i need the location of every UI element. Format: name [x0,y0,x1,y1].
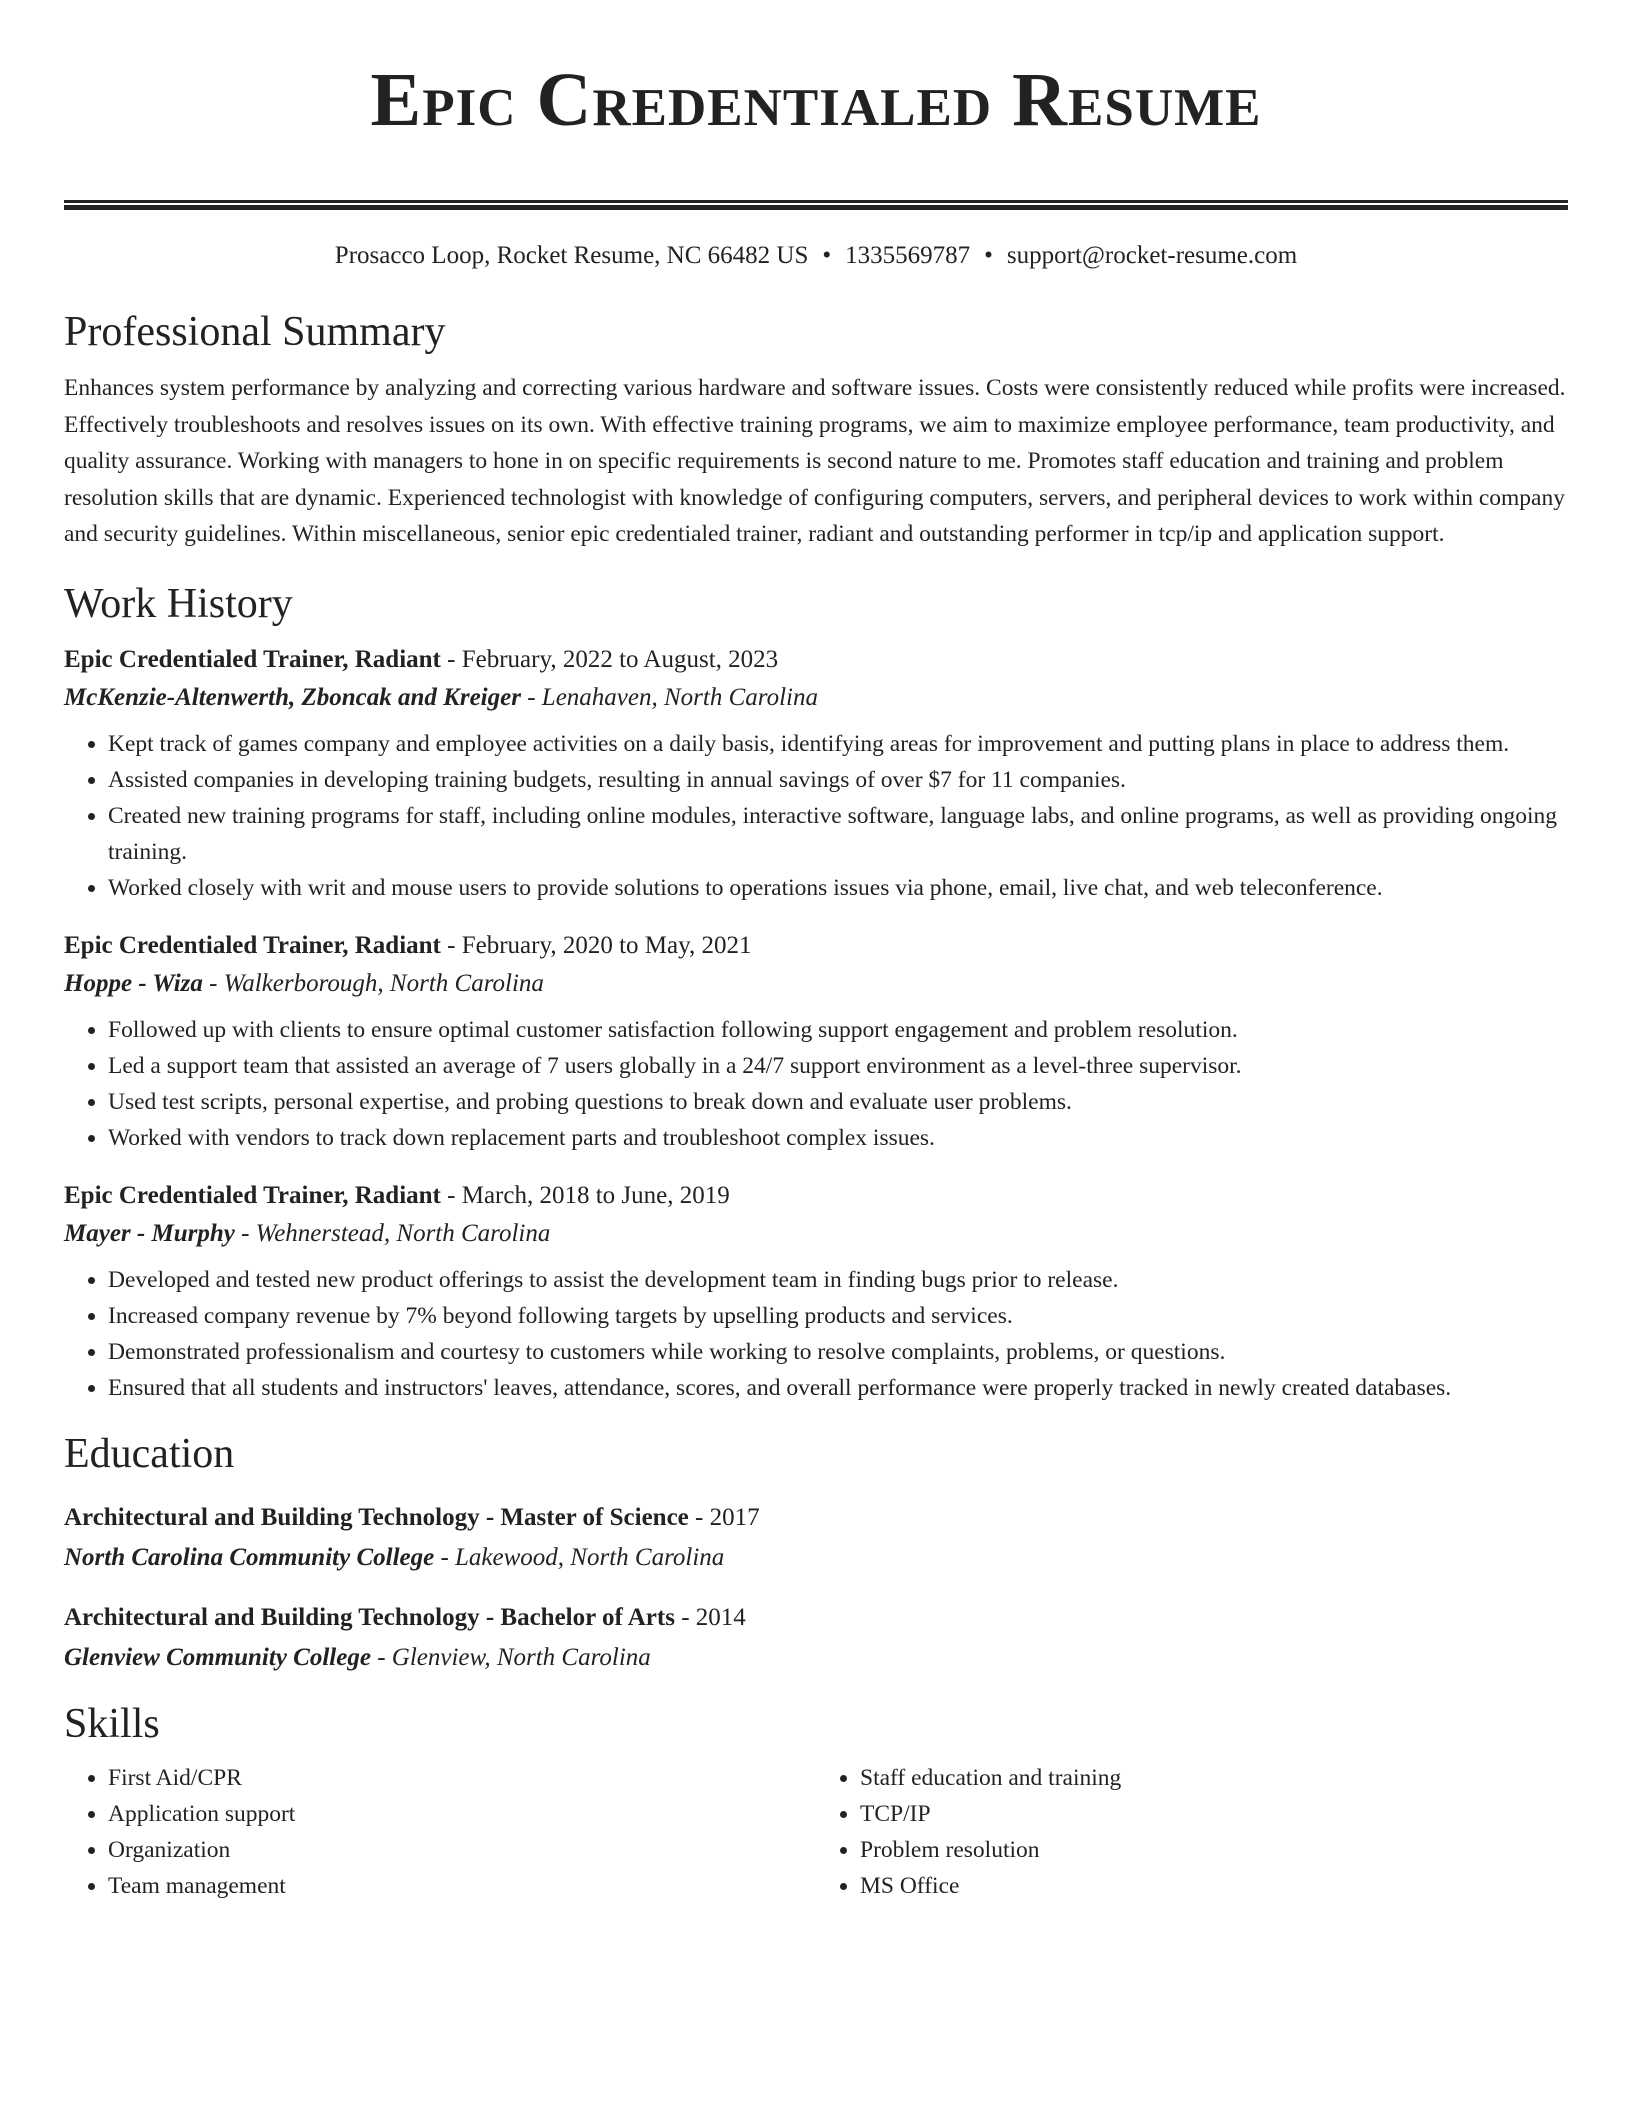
education-year: 2014 [695,1603,746,1631]
job-bullet: • Led a support team that assisted an average of 7 users globally in a 24/7 support environment as a level-three supervisor. [108,1048,1568,1084]
dash: - [440,1181,462,1209]
contact-email: support@rocket-resume.com [1006,242,1298,269]
education-location: Lakewood, North Carolina [455,1543,725,1571]
dash: - [202,969,224,997]
education-entry [64,1598,1568,1678]
job-bullet: • Followed up with clients to ensure optimal customer satisfaction following support engagement and problem resolution. [108,1012,1568,1048]
job-bullets [64,726,1568,906]
education-school-line [64,1638,1568,1678]
education-location: Glenview, North Carolina [391,1643,651,1671]
job-title: Epic Credentialed Trainer, Radiant [64,645,441,673]
job-company: Hoppe - Wiza [64,969,203,997]
job-bullet: • Created new training programs for staff, including online modules, interactive software, language labs, and online programs, as well as providing ongoing training. [108,798,1568,870]
skill-item: • TCP/IP [860,1796,1568,1832]
job-company: Mayer - Murphy [64,1219,235,1247]
job-location: Wehnerstead, North Carolina [255,1219,551,1247]
job-bullets [64,1262,1568,1406]
job-bullet: • Developed and tested new product offerings to assist the development team in finding bugs prior to release. [108,1262,1568,1298]
dash: - [674,1603,696,1631]
education-degree: Architectural and Building Technology - Master of Science [64,1503,689,1531]
dash: - [688,1503,710,1531]
education-header [64,1498,1568,1538]
skill-item: • Team management [108,1868,816,1904]
job-employer-line [64,964,1568,1004]
skills-column-right [816,1760,1568,1904]
contact-address: Prosacco Loop, Rocket Resume, NC 66482 US [334,242,809,269]
job-company: McKenzie-Altenwerth, Zboncak and Kreiger [64,683,521,711]
summary-text: Enhances system performance by analyzing and correcting various hardware and software issues. Costs were consistently reduced while profits were increased. Effectively troubleshoots and resolves issues on its own. With effective training programs, we aim to maximize employee performance, team productivity, and quality assurance. Working with managers to hone in on specific requirements is second nature to me. Promotes staff education and training and problem resolution skills that are dynamic. Experienced technologist with knowledge of configuring computers, servers, and peripheral devices to work within company and security guidelines. Within miscellaneous, senior epic credentialed trainer, radiant and outstanding performer in tcp/ip and application support. [64,375,1566,547]
education-school: Glenview Community College [64,1643,371,1671]
job-dates: February, 2022 to August, 2023 [461,645,779,673]
dash: - [370,1643,392,1671]
education-year: 2017 [709,1503,760,1531]
education-heading: Education [64,1430,235,1477]
education-school-line [64,1538,1568,1578]
skills-heading: Skills [64,1700,160,1747]
education-header [64,1598,1568,1638]
job-bullets [64,1012,1568,1156]
job-bullet: • Demonstrated professionalism and courtesy to customers while working to resolve complaints, problems, or questions. [108,1334,1568,1370]
job-dates: February, 2020 to May, 2021 [461,931,752,959]
skill-item: • Staff education and training [860,1760,1568,1796]
job-bullet: • Used test scripts, personal expertise, and probing questions to break down and evaluate user problems. [108,1084,1568,1120]
job-bullet: • Ensured that all students and instructors' leaves, attendance, scores, and overall performance were properly tracked in newly created databases. [108,1370,1568,1406]
contact-separator: • [984,242,993,269]
skill-item: • Application support [108,1796,816,1832]
skills-column-left [64,1760,816,1904]
job-bullet: • Assisted companies in developing training budgets, resulting in annual savings of over $7 for 11 companies. [108,762,1568,798]
education-degree: Architectural and Building Technology - Bachelor of Arts [64,1603,675,1631]
job-entry [64,1178,1568,1406]
job-title: Epic Credentialed Trainer, Radiant [64,1181,441,1209]
work-history-heading: Work History [64,580,293,627]
skill-item: • Organization [108,1832,816,1868]
job-location: Lenahaven, North Carolina [541,683,818,711]
job-bullet: • Kept track of games company and employee activities on a daily basis, identifying areas for improvement and putting plans in place to address them. [108,726,1568,762]
contact-phone: 1335569787 [845,242,971,269]
skill-item: • Problem resolution [860,1832,1568,1868]
job-bullet: • Increased company revenue by 7% beyond following targets by upselling products and services. [108,1298,1568,1334]
job-bullet: • Worked closely with writ and mouse users to provide solutions to operations issues via phone, email, live chat, and web teleconference. [108,870,1568,906]
dash: - [434,1543,456,1571]
skills-list [64,1760,1568,1904]
job-title: Epic Credentialed Trainer, Radiant [64,931,441,959]
job-bullet: • Worked with vendors to track down replacement parts and troubleshoot complex issues. [108,1120,1568,1156]
job-entry [64,642,1568,906]
job-location: Walkerborough, North Carolina [223,969,544,997]
summary-heading: Professional Summary [64,309,446,355]
job-entry [64,928,1568,1156]
job-header [64,642,1568,678]
job-employer-line [64,1214,1568,1254]
resume-name: Epic Credentialed Resume [370,58,1262,142]
skill-item: • MS Office [860,1868,1568,1904]
job-employer-line [64,678,1568,718]
dash: - [440,645,462,673]
contact-line [64,239,1568,273]
job-header [64,1178,1568,1214]
dash: - [520,683,542,711]
dash: - [234,1219,256,1247]
education-school: North Carolina Community College [64,1543,435,1571]
job-dates: March, 2018 to June, 2019 [461,1181,730,1209]
job-header [64,928,1568,964]
skill-item: • First Aid/CPR [108,1760,816,1796]
education-entry [64,1498,1568,1578]
dash: - [440,931,462,959]
header-divider [64,200,1568,210]
contact-separator: • [822,242,832,269]
